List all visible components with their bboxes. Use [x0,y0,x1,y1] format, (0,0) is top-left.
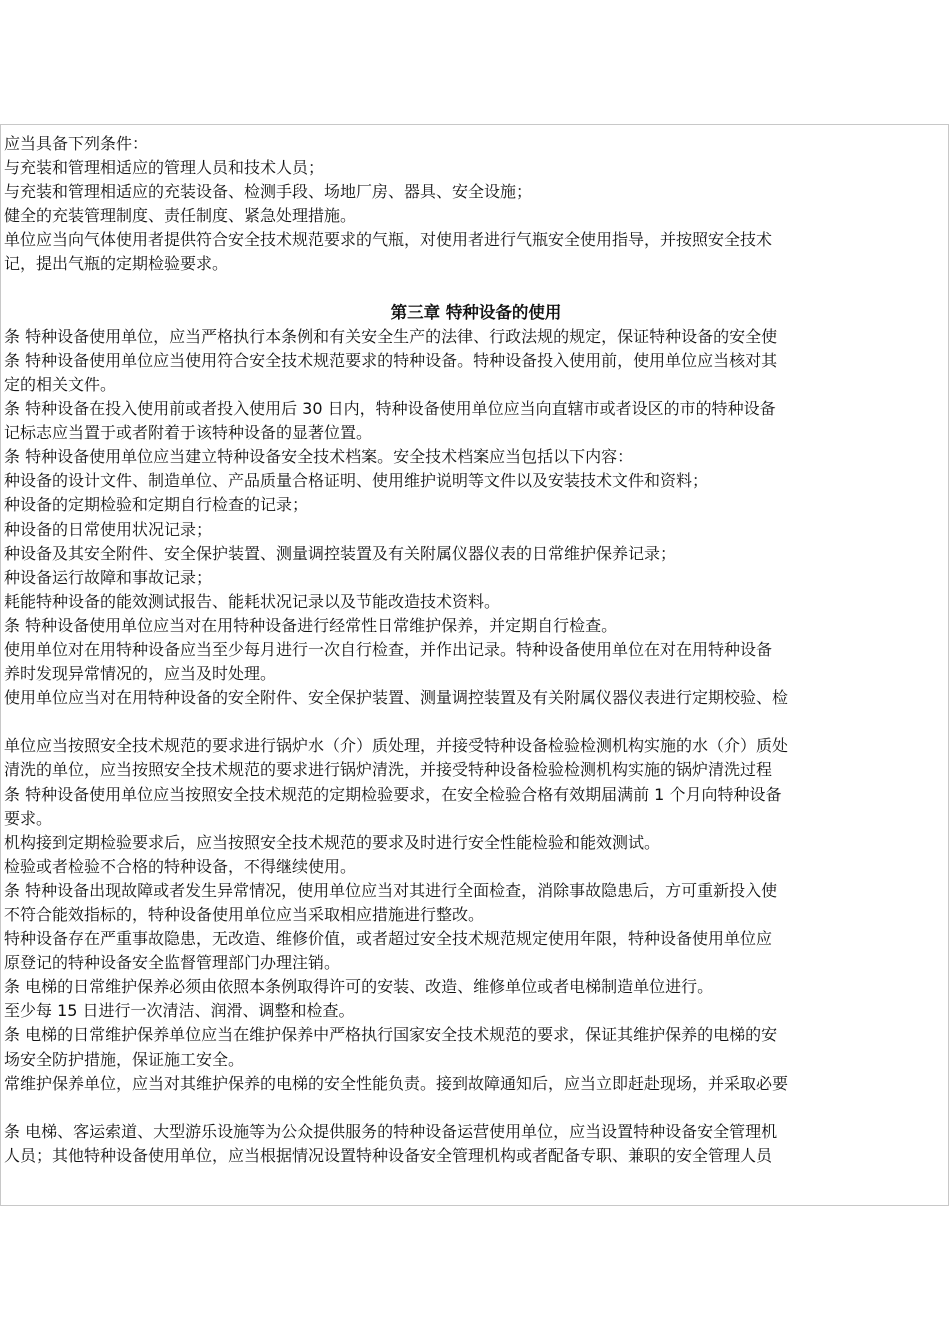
blank-line [4,1096,949,1120]
text-line: 条 特种设备使用单位，应当严格执行本条例和有关安全生产的法律、行政法规的规定，保证特种设备的安全使 [4,326,778,346]
text-line: 使用单位对在用特种设备应当至少每月进行一次自行检查，并作出记录。特种设备使用单位在对在用特种设备 [4,639,773,659]
text-line: 种设备运行故障和事故记录； [4,567,213,587]
text-line: 人员；其他特种设备使用单位，应当根据情况设置特种设备安全管理机构或者配备专职、兼职的安全管理人员 [4,1145,773,1165]
text-line: 种设备的日常使用状况记录； [4,519,213,539]
text-line: 养时发现异常情况的，应当及时处理。 [4,664,277,684]
text-line: 耗能特种设备的能效测试报告、能耗状况记录以及节能改造技术资料。 [4,591,501,611]
text-line: 应当具备下列条件： [4,134,149,153]
text-line: 种设备及其安全附件、安全保护装置、测量调控装置及有关附属仪器仪表的日常维护保养记录； [4,543,677,563]
text-line: 清洗的单位，应当按照安全技术规范的要求进行锅炉清洗，并接受特种设备检验检测机构实施的锅炉清洗过程 [4,760,773,780]
text-line: 单位应当向气体使用者提供符合安全技术规范要求的气瓶，对使用者进行气瓶安全使用指导，并按照安全技术 [4,230,773,250]
text-line: 条 特种设备出现故障或者发生异常情况，使用单位应当对其进行全面检查，消除事故隐患后，方可重新投入使 [4,880,778,900]
text-line: 检验或者检验不合格的特种设备，不得继续使用。 [4,856,357,876]
text-line: 条 电梯、客运索道、大型游乐设施等为公众提供服务的特种设备运营使用单位，应当设置特种设备安全管理机 [4,1121,778,1141]
text-line: 条 特种设备使用单位应当按照安全技术规范的定期检验要求，在安全检验合格有效期届满前 1 个月向特种设备 [4,784,782,804]
text-line: 种设备的设计文件、制造单位、产品质量合格证明、使用维护说明等文件以及安装技术文件和资料； [4,471,709,491]
text-line: 场安全防护措施，保证施工安全。 [4,1049,245,1069]
page-divider [948,125,949,1205]
text-line: 定的相关文件。 [4,374,117,394]
text-line: 与充装和管理相适应的充装设备、检测手段、场地厂房、器具、安全设施； [4,182,533,202]
text-line: 记，提出气瓶的定期检验要求。 [4,254,229,274]
document-frame [0,124,949,1206]
text-line: 种设备的定期检验和定期自行检查的记录； [4,495,309,515]
document-body [4,132,949,1168]
text-line: 记标志应当置于或者附着于该特种设备的显著位置。 [4,423,373,443]
text-line: 条 电梯的日常维护保养必须由依照本条例取得许可的安装、改造、维修单位或者电梯制造单位进行。 [4,977,714,997]
text-line: 原登记的特种设备安全监督管理部门办理注销。 [4,953,341,973]
text-line: 至少每 15 日进行一次清洁、润滑、调整和检查。 [4,1001,355,1021]
text-line: 条 特种设备使用单位应当使用符合安全技术规范要求的特种设备。特种设备投入使用前，使用单位应当核对其 [4,350,778,370]
text-line: 条 特种设备在投入使用前或者投入使用后 30 日内，特种设备使用单位应当向直辖市或者设区的市的特种设备 [4,399,776,419]
text-line: 条 特种设备使用单位应当对在用特种设备进行经常性日常维护保养，并定期自行检查。 [4,615,618,635]
blank-line [4,277,949,301]
text-line: 常维护保养单位，应当对其维护保养的电梯的安全性能负责。接到故障通知后，应当立即赶赴现场，并采取必要 [4,1073,789,1093]
text-line: 特种设备存在严重事故隐患，无改造、维修价值，或者超过安全技术规范规定使用年限，特种设备使用单位应 [4,929,773,949]
text-line: 健全的充装管理制度、责任制度、紧急处理措施。 [4,206,357,226]
text-line: 条 电梯的日常维护保养单位应当在维护保养中严格执行国家安全技术规范的要求，保证其维护保养的电梯的安 [4,1025,778,1045]
chapter-heading: 第三章 特种设备的使用 [390,302,562,322]
text-line: 与充装和管理相适应的管理人员和技术人员； [4,158,325,178]
text-line: 要求。 [4,808,53,828]
text-line: 使用单位应当对在用特种设备的安全附件、安全保护装置、测量调控装置及有关附属仪器仪表进行定期校验、检 [4,688,789,708]
text-line: 条 特种设备使用单位应当建立特种设备安全技术档案。安全技术档案应当包括以下内容： [4,447,634,467]
text-line: 不符合能效指标的，特种设备使用单位应当采取相应措施进行整改。 [4,905,485,924]
blank-line [4,710,949,734]
text-line: 单位应当按照安全技术规范的要求进行锅炉水（介）质处理，并接受特种设备检验检测机构实施的水（介）质处 [4,736,789,756]
text-line: 机构接到定期检验要求后，应当按照安全技术规范的要求及时进行安全性能检验和能效测试。 [4,832,661,852]
